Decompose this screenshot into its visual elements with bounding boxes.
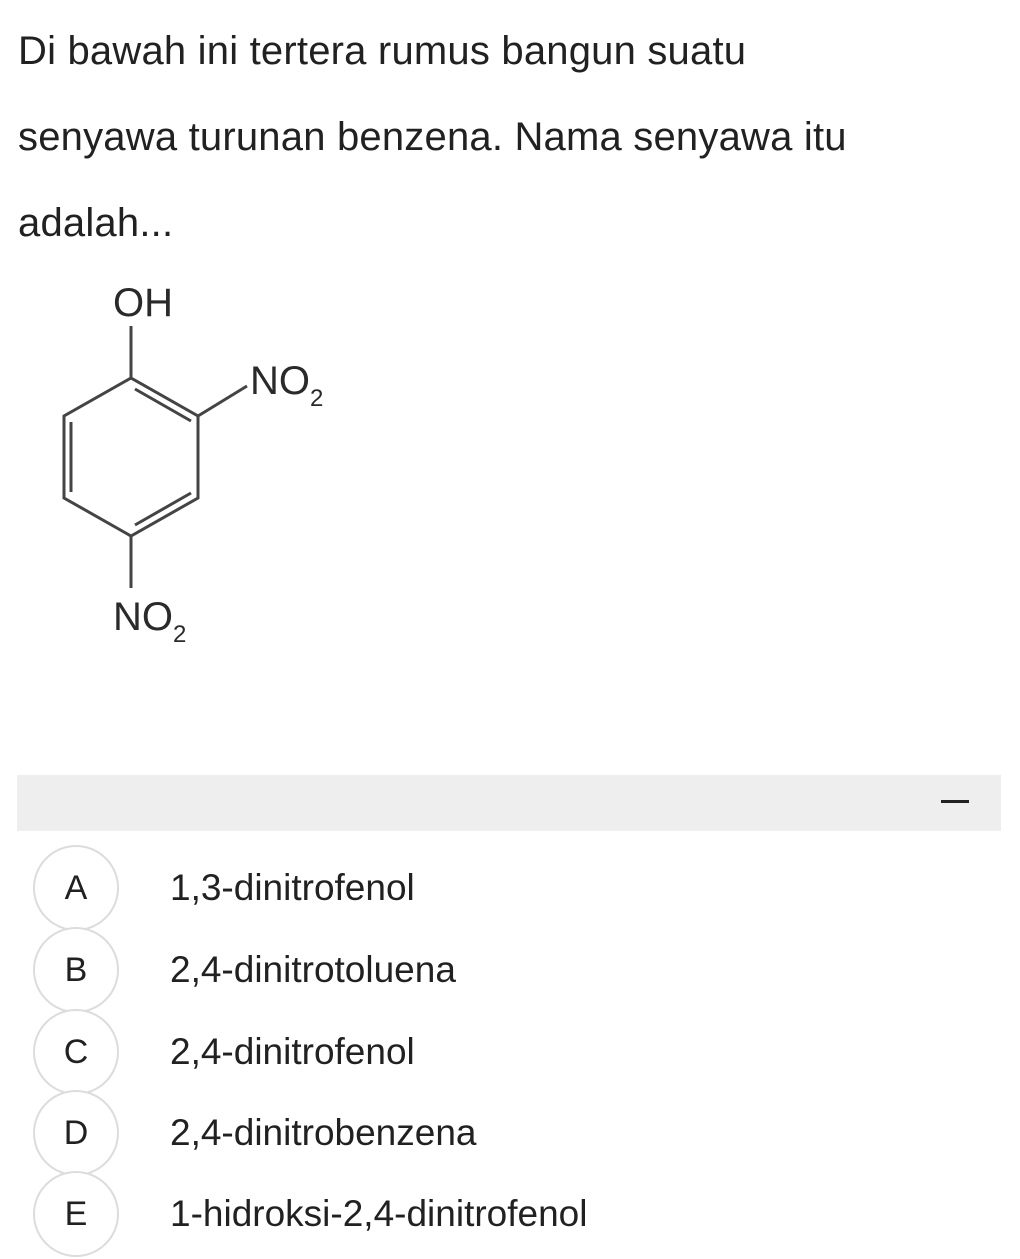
option-a-text: 1,3-dinitrofenol	[170, 867, 415, 908]
question-line-1: Di bawah ini tertera rumus bangun suatu	[18, 29, 747, 73]
question-line-3: adalah...	[18, 201, 174, 245]
option-b-text: 2,4-dinitrotoluena	[170, 949, 456, 990]
option-c-letter[interactable]: C	[33, 1009, 119, 1095]
option-b-letter[interactable]: B	[33, 927, 119, 1013]
question-text	[18, 8, 1008, 266]
oh-label: OH	[113, 281, 173, 325]
option-d-letter[interactable]: D	[33, 1090, 119, 1176]
option-e[interactable]	[30, 1171, 930, 1259]
option-b[interactable]	[30, 927, 930, 1015]
no2-right-label: $NO_2$	[250, 359, 324, 412]
option-e-letter[interactable]: E	[33, 1171, 119, 1257]
double-bond-top	[135, 389, 191, 421]
benzene-ring	[64, 378, 198, 536]
option-d[interactable]	[30, 1090, 930, 1178]
option-e-text: 1-hidroksi-2,4-dinitrofenol	[170, 1193, 588, 1234]
option-c[interactable]	[30, 1009, 930, 1097]
no-answer-dash	[941, 800, 969, 803]
dinitrophenol-structure	[55, 258, 355, 658]
selected-answer-bar[interactable]	[17, 775, 1001, 831]
question-line-2: senyawa turunan benzena. Nama senyawa itu	[18, 115, 847, 159]
option-d-text: 2,4-dinitrobenzena	[170, 1112, 477, 1153]
no2-bottom-label: $NO_2$	[113, 595, 187, 648]
option-a[interactable]	[30, 845, 930, 933]
option-a-letter[interactable]: A	[33, 845, 119, 931]
chemical-structure-image	[55, 258, 355, 658]
double-bond-bottom	[135, 493, 191, 525]
option-c-text: 2,4-dinitrofenol	[170, 1031, 415, 1072]
no2-right-bond	[198, 386, 247, 416]
